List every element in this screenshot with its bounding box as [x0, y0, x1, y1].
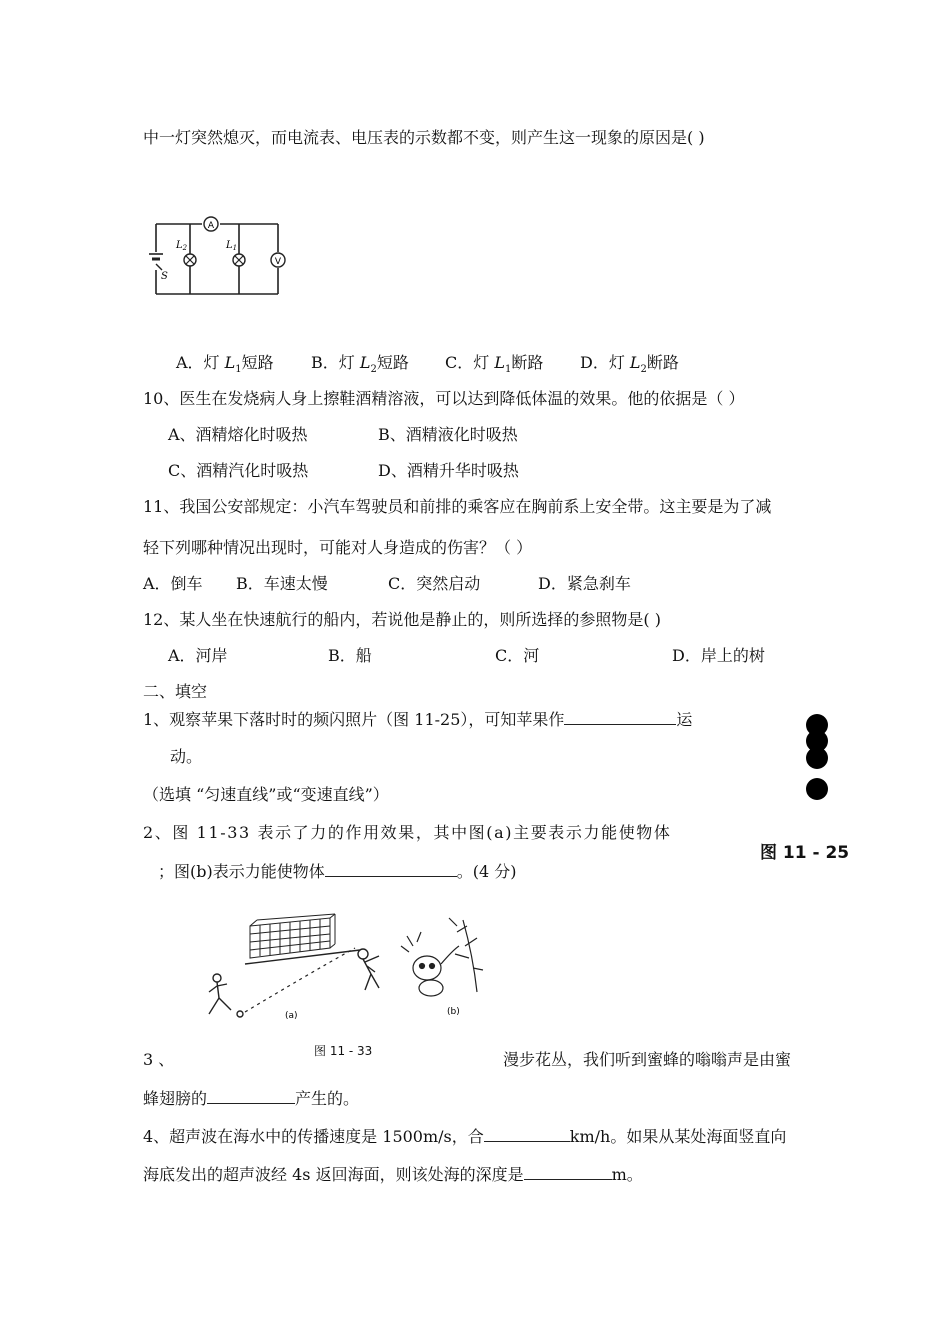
fill-1-line1: 1、观察苹果下落时时的频闪照片（图 11-25），可知苹果作 运 [143, 710, 693, 729]
q10-option-b: B、酒精液化时吸热 [378, 425, 518, 444]
battery-symbol [149, 254, 163, 259]
question-11-stem-line2: 轻下列哪种情况出现时，可能对人身造成的伤害？（ ） [143, 538, 533, 557]
circuit-diagram [140, 210, 300, 302]
question-10-stem: 10、医生在发烧病人身上擦鞋酒精溶液，可以达到降低体温的效果。他的依据是（ ） [143, 389, 745, 408]
fill-2-blank[interactable] [325, 860, 457, 877]
fill-4-line2: 海底发出的超声波经 4s 返回海面，则该处海的深度是 m。 [143, 1165, 643, 1184]
question-12-stem: 12、某人坐在快速航行的船内，若说他是静止的，则所选择的参照物是( ) [143, 610, 661, 629]
question-11-stem-line1: 11、我国公安部规定：小汽车驾驶员和前排的乘客应在胸前系上安全带。这主要是为了减 [143, 497, 772, 516]
apple-image-3 [806, 747, 828, 769]
ammeter-label: A [207, 221, 215, 231]
q10-option-d: D、酒精升华时吸热 [378, 461, 519, 480]
voltmeter-symbol [271, 253, 285, 267]
section-heading-fill-in: 二、填空 [143, 682, 208, 701]
switch-label: S [161, 271, 168, 282]
lamp-l2-symbol [184, 254, 196, 266]
voltmeter-label: V [274, 257, 282, 267]
q11-option-d: D．紧急刹车 [538, 574, 631, 593]
figure-11-33-caption: 图 11 - 33 [314, 1044, 373, 1058]
q9-option-d: D．灯 $L_2$断路 [580, 353, 679, 376]
figure-b-label: (b) [447, 1007, 460, 1017]
question-9-stem-tail: 中一灯突然熄灭，而电流表、电压表的示数都不变，则产生这一现象的原因是( ) [143, 128, 705, 147]
ammeter-symbol [204, 217, 218, 231]
panda-bamboo-drawing [401, 918, 483, 996]
q12-option-d: D．岸上的树 [672, 646, 765, 665]
q9-option-b: B．灯 $L_2$短路 [311, 353, 409, 376]
lamp-l1-label: $L_1$ [226, 240, 238, 252]
q10-option-c: C、酒精汽化时吸热 [168, 461, 309, 480]
fill-4-blank-2[interactable] [524, 1163, 612, 1180]
switch-symbol [156, 264, 162, 270]
goalkeeper-figure [358, 949, 379, 990]
strobe-apple-figure [800, 708, 834, 804]
figure-a-label: (a) [285, 1011, 298, 1021]
apple-image-4 [806, 778, 828, 800]
fill-3-blank[interactable] [207, 1087, 295, 1104]
q12-option-b: B．船 [328, 646, 372, 665]
fill-4-line1: 4、超声波在海水中的传播速度是 1500m/s，合 km/h。如果从某处海面竖直向 [143, 1127, 787, 1146]
q10-option-a: A、酒精熔化时吸热 [168, 425, 308, 444]
q11-option-c: C．突然启动 [388, 574, 481, 593]
q12-option-a: A．河岸 [168, 646, 228, 665]
q12-option-c: C．河 [495, 646, 540, 665]
soccer-goal-drawing [245, 914, 360, 964]
q9-option-c: C．灯 $L_1$断路 [445, 353, 544, 376]
kicker-figure [209, 974, 243, 1017]
fill-3-number: 3 、 [143, 1050, 175, 1069]
figure-11-25-caption: 图 11 - 25 [760, 843, 850, 863]
fill-2-line2: ；图(b)表示力能使物体 。(4 分) [158, 862, 517, 881]
figure-11-33 [195, 906, 505, 1030]
fill-2-line1: 2、图 11-33 表示了力的作用效果，其中图(a)主要表示力能使物体 [143, 823, 672, 842]
lamp-l2-label: $L_2$ [176, 240, 188, 252]
fill-3-line2: 蜂翅膀的 产生的。 [143, 1089, 360, 1108]
fill-4-blank-1[interactable] [484, 1125, 570, 1142]
lamp-l1-symbol [233, 254, 245, 266]
fill-1-line2: 动。 [170, 747, 203, 766]
fill-1-blank[interactable] [564, 708, 676, 725]
fill-3-line1: 漫步花丛，我们听到蜜蜂的嗡嗡声是由蜜 [503, 1050, 792, 1069]
q9-option-a: A．灯 $L_1$短路 [176, 353, 274, 376]
fill-1-hint: （选填 “匀速直线”或“变速直线”） [143, 785, 389, 804]
q11-option-b: B．车速太慢 [236, 574, 328, 593]
q11-option-a: A．倒车 [143, 574, 203, 593]
